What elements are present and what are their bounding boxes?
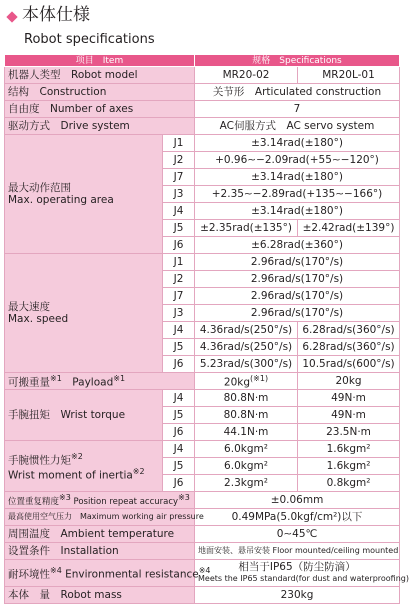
speed-axis: J1 bbox=[163, 254, 195, 271]
construction-label: 结构 Construction bbox=[5, 84, 195, 101]
torque-axis: J5 bbox=[163, 407, 195, 424]
speed-value-v2: 6.28rad/s(360°/s) bbox=[298, 322, 400, 339]
range-label bbox=[5, 135, 163, 254]
row-environment bbox=[5, 560, 400, 587]
row-speed bbox=[5, 254, 400, 271]
range-value-v1: ±2.35rad(±135°) bbox=[195, 220, 298, 237]
mass-label: 本体 量 Robot mass bbox=[5, 587, 195, 604]
speed-value-v1: 4.36rad/s(250°/s) bbox=[195, 339, 298, 356]
payload-v1: $20kg^{(※1)}$ bbox=[195, 373, 298, 390]
mass-value: 230kg bbox=[195, 587, 400, 604]
inertia-v2: 0.8kgm² bbox=[298, 475, 400, 492]
range-axis: J6 bbox=[163, 237, 195, 254]
inertia-label: 手腕惯性力矩$^{※2}$ Wrist moment of inertia$^{※2}$ bbox=[5, 441, 163, 492]
range-axis: J2 bbox=[163, 152, 195, 169]
torque-v1: 44.1N·m bbox=[195, 424, 298, 441]
range-value: ±6.28rad(±360°) bbox=[195, 237, 400, 254]
speed-value-v1: 5.23rad/s(300°/s) bbox=[195, 356, 298, 373]
torque-v2: 23.5N·m bbox=[298, 424, 400, 441]
model-label: 机器人类型 Robot model bbox=[5, 67, 195, 84]
speed-label bbox=[5, 254, 163, 373]
accuracy-label: 位置重复精度$^{※3}$ Position repeat accuracy$^{※3}$ bbox=[5, 492, 195, 509]
accuracy-value: ±0.06mm bbox=[195, 492, 400, 509]
torque-axis: J6 bbox=[163, 424, 195, 441]
row-torque bbox=[5, 390, 400, 407]
page-title: 本体仕様 bbox=[22, 5, 90, 25]
range-value: +2.35∼−2.89rad(+135∼−166°) bbox=[195, 186, 400, 203]
row-construction bbox=[5, 84, 400, 101]
range-value-v2: ±2.42rad(±139°) bbox=[298, 220, 400, 237]
page-subtitle: Robot specifications bbox=[24, 32, 155, 47]
speed-label-en: Max. speed bbox=[8, 313, 69, 325]
diamond-bullet-icon bbox=[6, 11, 17, 22]
row-mass bbox=[5, 587, 400, 604]
speed-axis: J4 bbox=[163, 322, 195, 339]
torque-label: 手腕扭矩 Wrist torque bbox=[5, 390, 163, 441]
torque-v1: 80.8N·m bbox=[195, 407, 298, 424]
speed-value-v2: 6.28rad/s(360°/s) bbox=[298, 339, 400, 356]
speed-axis: J2 bbox=[163, 271, 195, 288]
speed-label-cn: 最大速度 bbox=[8, 301, 50, 313]
speed-value: 2.96rad/s(170°/s) bbox=[195, 271, 400, 288]
speed-axis: J7 bbox=[163, 288, 195, 305]
row-range bbox=[5, 135, 400, 152]
model-v1: MR20-02 bbox=[195, 67, 298, 84]
axes-value: 7 bbox=[195, 101, 400, 118]
range-axis: J7 bbox=[163, 169, 195, 186]
header-item: 项目 Item bbox=[5, 55, 195, 67]
table-header-row bbox=[5, 55, 400, 67]
inertia-v1: 6.0kgm² bbox=[195, 441, 298, 458]
range-axis: J3 bbox=[163, 186, 195, 203]
range-label-cn: 最大动作范围 bbox=[8, 182, 71, 194]
speed-value-v2: 10.5rad/s(600°/s) bbox=[298, 356, 400, 373]
installation-value: 地面安装、悬吊安装 Floor mounted/ceiling mounted bbox=[195, 543, 400, 560]
inertia-axis: J4 bbox=[163, 441, 195, 458]
speed-axis: J6 bbox=[163, 356, 195, 373]
row-payload bbox=[5, 373, 400, 390]
header-spec: 规格 Specifications bbox=[195, 55, 400, 67]
row-accuracy bbox=[5, 492, 400, 509]
inertia-v1: 2.3kgm² bbox=[195, 475, 298, 492]
speed-value-v1: 4.36rad/s(250°/s) bbox=[195, 322, 298, 339]
page-header bbox=[0, 0, 404, 52]
torque-v2: 49N·m bbox=[298, 390, 400, 407]
inertia-axis: J5 bbox=[163, 458, 195, 475]
speed-value: 2.96rad/s(170°/s) bbox=[195, 254, 400, 271]
model-v2: MR20L-01 bbox=[298, 67, 400, 84]
row-inertia bbox=[5, 441, 400, 458]
torque-v2: 49N·m bbox=[298, 407, 400, 424]
range-label-en: Max. operating area bbox=[8, 194, 114, 206]
temperature-value: 0∼45℃ bbox=[195, 526, 400, 543]
range-value: +0.96∼−2.09rad(+55∼−120°) bbox=[195, 152, 400, 169]
air-pressure-label: 最高使用空气压力 Maximum working air pressure bbox=[5, 509, 195, 526]
drive-value: AC伺服方式 AC servo system bbox=[195, 118, 400, 135]
inertia-v2: 1.6kgm² bbox=[298, 458, 400, 475]
temperature-label: 周围温度 Ambient temperature bbox=[5, 526, 195, 543]
row-air-pressure bbox=[5, 509, 400, 526]
range-value: ±3.14rad(±180°) bbox=[195, 135, 400, 152]
speed-value: 2.96rad/s(170°/s) bbox=[195, 305, 400, 322]
range-axis: J1 bbox=[163, 135, 195, 152]
speed-axis: J5 bbox=[163, 339, 195, 356]
air-pressure-value: 0.49MPa(5.0kgf/cm²)以下 bbox=[195, 509, 400, 526]
range-axis: J5 bbox=[163, 220, 195, 237]
row-axes bbox=[5, 101, 400, 118]
torque-axis: J4 bbox=[163, 390, 195, 407]
row-installation bbox=[5, 543, 400, 560]
payload-label: 可搬重量$^{※1}$ Payload$^{※1}$ bbox=[5, 373, 195, 390]
range-axis: J4 bbox=[163, 203, 195, 220]
inertia-axis: J6 bbox=[163, 475, 195, 492]
range-value: ±3.14rad(±180°) bbox=[195, 203, 400, 220]
environment-value: 相当于IP65（防尘防滴） Meets the IP65 standard(for dust and waterproofing) bbox=[195, 560, 400, 587]
speed-value: 2.96rad/s(170°/s) bbox=[195, 288, 400, 305]
spec-table bbox=[4, 54, 409, 604]
range-value: ±3.14rad(±180°) bbox=[195, 169, 400, 186]
installation-label: 设置条件 Installation bbox=[5, 543, 195, 560]
row-temperature bbox=[5, 526, 400, 543]
axes-label: 自由度 Number of axes bbox=[5, 101, 195, 118]
inertia-v1: 6.0kgm² bbox=[195, 458, 298, 475]
drive-label: 驱动方式 Drive system bbox=[5, 118, 195, 135]
row-model bbox=[5, 67, 400, 84]
environment-label: 耐环境性$^{※4}$ Environmental resistance$^{※4}$ bbox=[5, 560, 195, 587]
row-drive bbox=[5, 118, 400, 135]
torque-v1: 80.8N·m bbox=[195, 390, 298, 407]
speed-axis: J3 bbox=[163, 305, 195, 322]
payload-v2: 20kg bbox=[298, 373, 400, 390]
inertia-v2: 1.6kgm² bbox=[298, 441, 400, 458]
construction-value: 关节形 Articulated construction bbox=[195, 84, 400, 101]
